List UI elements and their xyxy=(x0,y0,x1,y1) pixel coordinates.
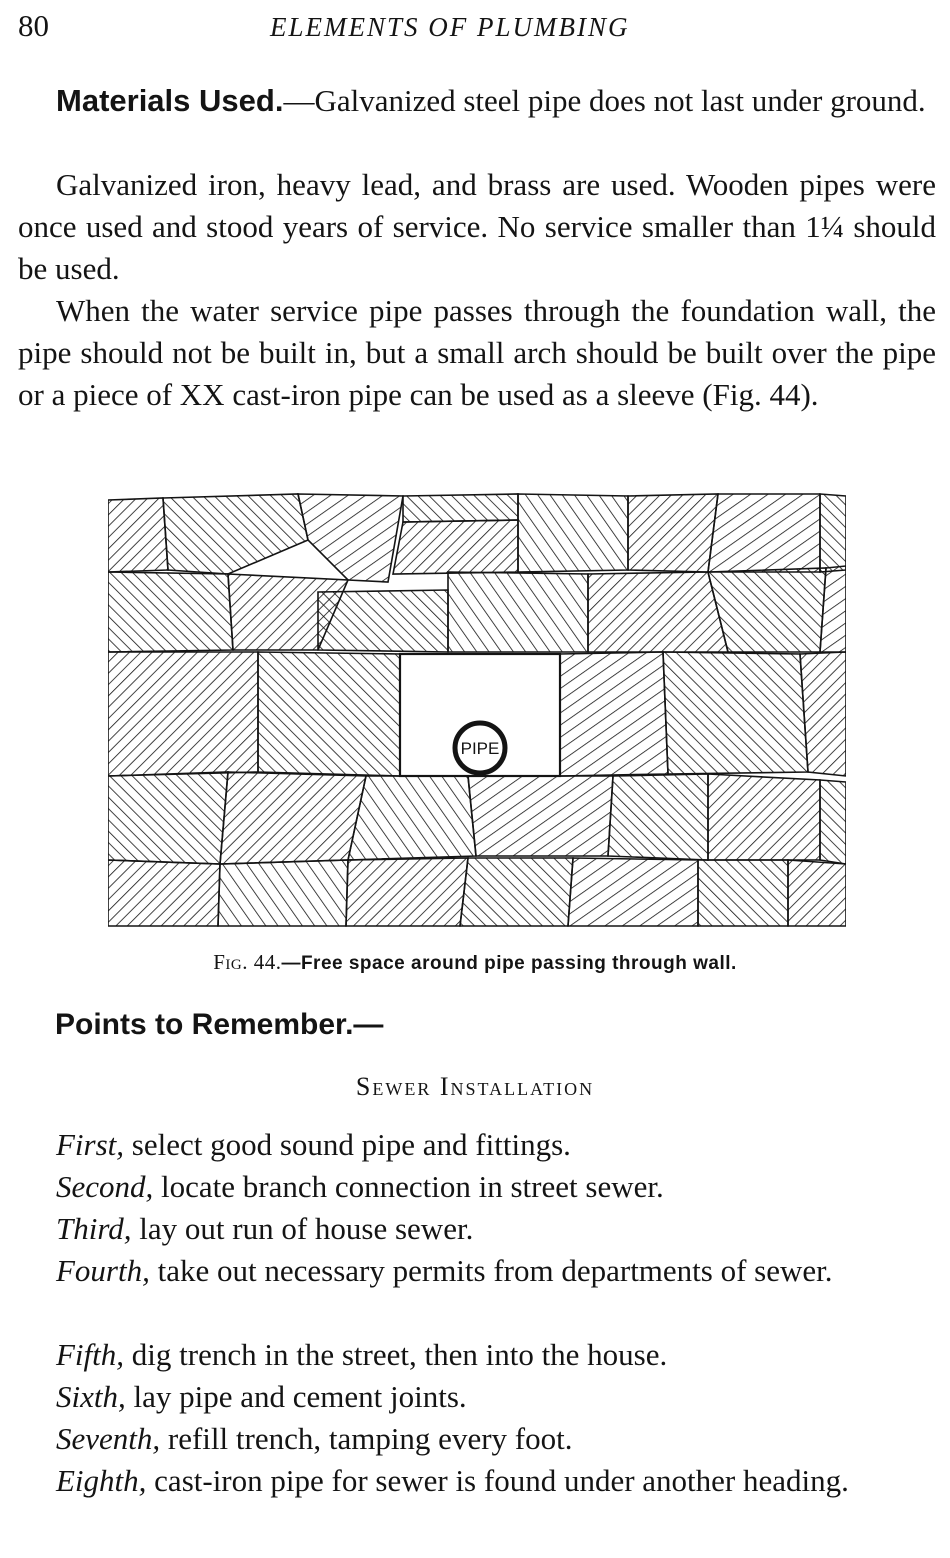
wall-figure xyxy=(108,492,846,928)
item-text: lay out run of house sewer. xyxy=(131,1211,474,1246)
stone xyxy=(258,652,400,776)
stone xyxy=(820,780,846,864)
list-item xyxy=(18,1208,936,1250)
stone xyxy=(518,494,628,572)
stone xyxy=(108,860,220,926)
running-title: ELEMENTS OF PLUMBING xyxy=(270,12,630,42)
list-item xyxy=(18,1334,936,1376)
list-item xyxy=(18,1418,936,1460)
materials-dash: — xyxy=(283,83,315,118)
list-item xyxy=(18,1376,936,1418)
materials-p1: Galvanized steel pipe does not last under ground. xyxy=(314,83,926,118)
stone xyxy=(346,858,468,926)
sewer-installation-subheading: Sewer Installation xyxy=(355,1072,595,1101)
list-item xyxy=(18,1460,936,1502)
stone xyxy=(108,652,258,776)
item-ordinal: Fifth, xyxy=(56,1337,125,1372)
list-item xyxy=(18,1124,936,1166)
stone xyxy=(708,774,820,860)
caption-fig-number: Fig. 44. xyxy=(213,950,282,974)
figure-caption xyxy=(0,950,950,975)
stone xyxy=(560,652,668,776)
points-heading: Points to Remember.— xyxy=(55,1008,384,1041)
page-number: 80 xyxy=(18,8,49,43)
stone xyxy=(820,494,846,572)
item-ordinal: Seventh, xyxy=(56,1421,161,1456)
stone xyxy=(588,572,728,652)
materials-heading: Materials Used. xyxy=(56,83,284,118)
stone xyxy=(318,590,448,652)
stone xyxy=(800,652,846,776)
item-text: select good sound pipe and fittings. xyxy=(124,1127,571,1162)
stone xyxy=(298,494,403,582)
stone xyxy=(403,494,518,522)
stone xyxy=(460,858,573,926)
item-ordinal: Eighth, xyxy=(56,1463,147,1498)
item-text: take out necessary permits from departments of sewer. xyxy=(149,1253,833,1288)
item-text: cast-iron pipe for sewer is found under another heading. xyxy=(146,1463,849,1498)
stone xyxy=(218,860,348,926)
materials-paragraph-2: Galvanized iron, heavy lead, and brass are used. Wooden pipes were once used and stood years of service. No service smaller than 1¼ should be used. xyxy=(18,167,936,286)
caption-text: —Free space around pipe passing through wall. xyxy=(281,953,737,974)
materials-paragraph-1 xyxy=(18,80,936,122)
stone xyxy=(698,860,788,926)
item-text: locate branch connection in street sewer. xyxy=(153,1169,664,1204)
item-text: dig trench in the street, then into the house. xyxy=(124,1337,668,1372)
stone xyxy=(163,494,308,574)
stone xyxy=(220,772,366,864)
item-ordinal: Fourth, xyxy=(56,1253,150,1288)
stone xyxy=(628,494,718,572)
stone xyxy=(108,772,228,864)
stone xyxy=(788,860,846,926)
stone xyxy=(108,498,168,572)
item-ordinal: Sixth, xyxy=(56,1379,126,1414)
stone xyxy=(608,774,708,860)
stone xyxy=(448,572,588,652)
materials-paragraph-3: When the water service pipe passes through the foundation wall, the pipe should not be built in, but a small arch should be built over the pipe or a piece of XX cast-iron pipe can be used as a sleeve (Fig. 44). xyxy=(18,293,936,412)
stone xyxy=(393,520,518,574)
stone xyxy=(708,494,820,572)
stone xyxy=(568,858,698,926)
stone xyxy=(468,776,613,856)
stone xyxy=(708,568,826,652)
stone xyxy=(348,776,476,860)
stone xyxy=(108,572,233,652)
item-ordinal: Third, xyxy=(56,1211,132,1246)
pipe-label: PIPE xyxy=(460,739,500,758)
stone xyxy=(663,652,808,774)
list-item xyxy=(18,1166,936,1208)
item-ordinal: Second, xyxy=(56,1169,154,1204)
item-text: refill trench, tamping every foot. xyxy=(160,1421,573,1456)
list-item xyxy=(18,1250,936,1292)
item-ordinal: First, xyxy=(56,1127,125,1162)
item-text: lay pipe and cement joints. xyxy=(125,1379,467,1414)
